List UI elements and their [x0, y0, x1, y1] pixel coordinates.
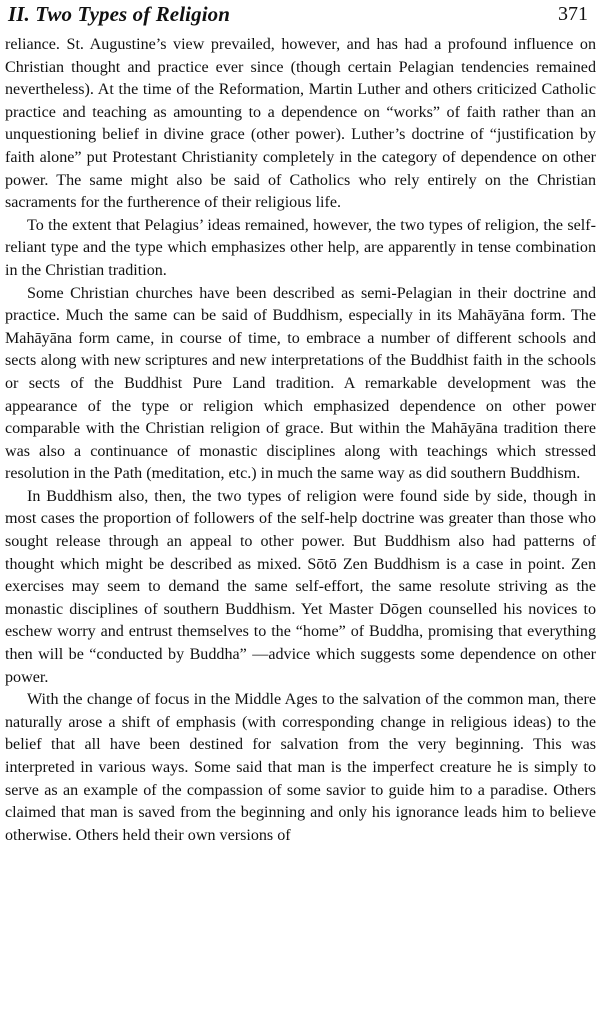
paragraph: To the extent that Pelagius’ ideas remained, however, the two types of religion, the self-reliant type and the type which emphasizes other help, are apparently in tense combination in the Christian tradition. — [5, 216, 596, 279]
page-number: 371 — [558, 3, 588, 25]
chapter-title: II. Two Types of Religion — [8, 2, 231, 26]
paragraph: With the change of focus in the Middle Ages to the salvation of the common man, there naturally arose a shift of emphasis (with corresponding change in religious ideas) to the belief that all have been destined for salvation from the very beginning. This was interpreted in various ways. Some said that man is the imperfect creature he is simply to serve as an example of the compassion of some savior to guide him to a paradise. Others claimed that man is saved from the beginning and only his ignorance leads him to believe otherwise. Others held their own versions of — [5, 691, 596, 844]
body-text — [5, 34, 596, 847]
paragraph: Some Christian churches have been described as semi-Pelagian in their doctrine and practice. Much the same can be said of Buddhism, especially in its Mahāyāna form. The Mahāyāna form came, in course of time, to embrace a number of different schools and sects along with new scriptures and new interpretations of the Buddhist faith in the schools or sects of the Buddhist Pure Land tradition. A remarkable development was the appearance of the type or religion which emphasized dependence on other power comparable with the Christian religion of grace. But within the Mahāyāna tradition there was also a continuance of monastic disciplines along with teachings which stressed resolution in the Path (meditation, etc.) in much the same way as did southern Buddhism. — [5, 284, 596, 483]
paragraph: In Buddhism also, then, the two types of religion were found side by side, though in most cases the proportion of followers of the self-help doctrine was greater than those who sought release through an appeal to other power. But Buddhism also had patterns of thought which might be described as mixed. Sōtō Zen Buddhism is a case in point. Zen exercises may seem to demand the same self-effort, the same resolute striving as the monastic disciplines of southern Buddhism. Yet Master Dōgen counselled his novices to eschew worry and entrust themselves to the “home” of Buddha, promising that everything then will be “conducted by Buddha” —advice which suggests some dependence on other power. — [5, 487, 596, 686]
paragraph: reliance. St. Augustine’s view prevailed, however, and has had a profound influence on Christian thought and practice ever since (though certain Pelagian tendencies remained nevertheless). At the time of the Reformation, Martin Luther and others criticized Catholic practice and teaching as amounting to a dependence on “works” of faith rather than an unquestioning belief in divine grace (other power). Luther’s doctrine of “justification by faith alone” put Protestant Christianity completely in the category of dependence on other power. The same might also be said of Catholics who rely entirely on the Christian sacraments for the furtherence of their religious life. — [5, 36, 596, 212]
running-head — [6, 0, 596, 30]
